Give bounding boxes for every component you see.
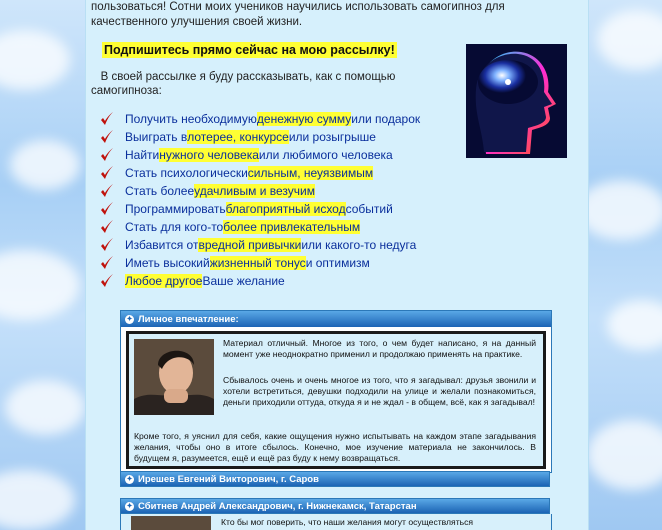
gear-icon: ✦ [126, 475, 133, 483]
check-icon [100, 255, 114, 271]
list-item: Выиграть в лотерее, конкурсе или розыгрыше [100, 128, 420, 146]
testimonial-title: Личное впечатление: [138, 313, 239, 325]
gear-icon: ✦ [126, 315, 133, 323]
testimonial-panel [120, 310, 552, 473]
list-item: Любое другое Ваше желание [100, 272, 420, 290]
testimonial-paragraph: Кто бы мог поверить, что наши желания могут осуществляться [221, 517, 474, 527]
testimonial-paragraph: Материал отличный. Многое из того, о чем будет написано, я на данный момент уже неоднократно применил и продолжаю применять на практике. [223, 338, 536, 359]
cloud-background-left [0, 0, 85, 530]
testimonial-paragraph: Кроме того, я уяснил для себя, какие ощущения нужно испытывать на каждом этапе загадывания желания, чтобы оно в итоге сбылось. Конечно, мое изучение материала не закончилось. В будущем я, разумеется, ещё и ещё раз буду к нему возвращаться. [134, 431, 536, 463]
list-item: Программировать благоприятный исход событий [100, 200, 420, 218]
check-icon [100, 219, 114, 235]
list-item: Стать психологически сильным, неуязвимым [100, 164, 420, 182]
check-icon [100, 237, 114, 253]
testimonial-author: Сбитнев Андрей Александрович, г. Нижнекамск, Татарстан [138, 500, 417, 512]
reviewer-photo [131, 516, 211, 530]
list-item: Избавится от вредной привычки или какого-то недуга [100, 236, 420, 254]
testimonial-body [126, 331, 546, 469]
gear-icon: ✦ [126, 502, 133, 510]
list-item: Получить необходимую денежную сумму или подарок [100, 110, 420, 128]
check-icon [100, 183, 114, 199]
cloud-background-right [587, 0, 662, 530]
list-item: Стать более удачливым и везучим [100, 182, 420, 200]
reviewer-photo [134, 339, 214, 415]
check-icon [100, 111, 114, 127]
check-icon [100, 273, 114, 289]
check-icon [100, 147, 114, 163]
main-content [85, 0, 589, 530]
testimonial-author-bar [120, 471, 550, 487]
testimonial-paragraph: Сбывалось очень и очень многое из того, что я загадывал: друзья звонили и хотели встретиться, девушки подходили на улице и желали познакомиться, деньги приходили оттуда, откуда я и не ждал - в общем, всё, как я загадывал! [223, 375, 536, 407]
subscribe-lead: В своей рассылке я буду рассказывать, как с помощью самогипноза: [91, 71, 396, 97]
check-icon [100, 165, 114, 181]
intro-text: пользоваться! Сотни моих учеников научились использовать самогипноз для качественного улучшения своей жизни. [91, 1, 505, 28]
testimonial-author-bar [120, 498, 550, 514]
list-item: Стать для кого-то более привлекательным [100, 218, 420, 236]
testimonial-body [120, 514, 552, 530]
testimonial-author: Ирешев Евгений Викторович, г. Саров [138, 473, 319, 485]
list-item: Найти нужного человека или любимого человека [100, 146, 420, 164]
galaxy-head-image [466, 44, 567, 158]
list-item: Иметь высокий жизненный тонус и оптимизм [100, 254, 420, 272]
check-icon [100, 201, 114, 217]
check-icon [100, 129, 114, 145]
benefits-list [100, 110, 420, 290]
testimonial-header [121, 311, 551, 327]
subscribe-headline: Подпишитесь прямо сейчас на мою рассылку! [104, 43, 395, 57]
